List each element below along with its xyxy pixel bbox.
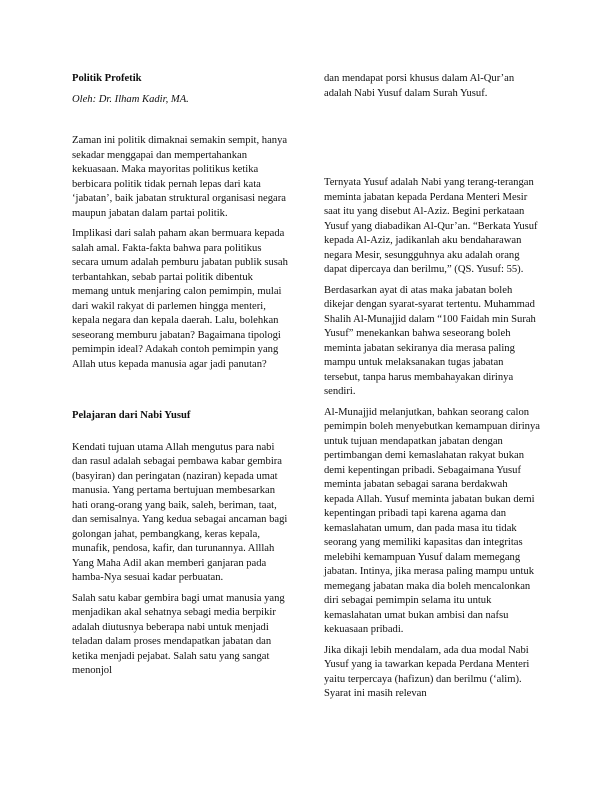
paragraph: dan mendapat porsi khusus dalam Al-Qur’an adalah Nabi Yusuf dalam Surah Yusuf. — [324, 73, 515, 99]
paragraph: Jika dikaji lebih mendalam, ada dua modal Nabi Yusuf yang ia tawarkan kepada Perdana Menteri yaitu terpercaya (hafizun) dan berilmu (‘alim). Syarat ini masih relevan — [324, 644, 530, 699]
paragraph: Al-Munajjid melanjutkan, bahkan seorang calon pemimpin boleh menyebutkan kemampuan dirinya untuk tujuan mendapatkan jabatan dengan pertimbangan demi kemaslahatan rakyat bukan demi kepentingan pribadi. Sebagaimana Yusuf meminta jabatan sebagai sarana berdakwah kepada Allah. Yusuf meminta jabatan bukan demi kepentingan pribadi tapi karena agama dan kemaslahatan umum, dan pada masa itu tidak seorang yang memiliki kapasitas dan integritas melebihi kemampuan Yusuf dalam memegang jabatan. Intinya, jika merasa paling mampu untuk memegang jabatan maka dia boleh mencalonkan diri sebagai pemimpin selama itu untuk kemaslahatan umat bukan ambisi dan nafsu kekuasaan pribadi. — [324, 406, 540, 635]
paragraph: Zaman ini politik dimaknai semakin sempit, hanya sekadar menggapai dan mempertahankan kekuasaan. Maka mayoritas politikus ketika berbicara politik tidak pernah lepas dari kata ‘jabatan’, baik jabatan struktural organisasi negara maupun jabatan dalam partai politik. — [72, 135, 288, 219]
paragraph: Salah satu kabar gembira bagi umat manusia yang menjadikan akal sehatnya sebagi media berpikir adalah diutusnya beberapa nabi untuk menjadi teladan dalam proses mendapatkan jabatan dan ketika menjadi pejabat. Salah satu yang sangat menonjol — [72, 592, 285, 676]
article-title: Politik Profetik — [72, 73, 142, 84]
paragraph: Berdasarkan ayat di atas maka jabatan boleh dikejar dengan syarat-syarat tertentu. Muhammad Shalih Al-Munajjid dalam “100 Faidah min Surah Yusuf” menekankan bahwa seseorang boleh meminta jabatan sekiranya dia merasa paling mampu untuk melaksanakan tugas jabatan tersebut, tanpa harus membahayakan dirinya sendiri. — [324, 284, 536, 397]
paragraph: Kendati tujuan utama Allah mengutus para nabi dan rasul adalah sebagai pembawa kabar gembira (basyiran) dan peringatan (naziran) kepada umat manusia. Yang pertama bertujuan membesarkan hati orang-orang yang baik, saleh, beriman, taat, dan semisalnya. Yang kedua sebagai ancaman bagi golongan jahat, pembangkang, keras kepala, munafik, pendosa, kafir, dan turunannya. Alllah Yang Maha Adil akan memberi ganjaran pada hamba-Nya sesuai kadar perbuatan. — [72, 441, 288, 583]
paragraph: Implikasi dari salah paham akan bermuara kepada salah amal. Fakta-fakta bahwa para politikus secara umum adalah pemburu jabatan publik susah terbantahkan, sebab partai politik dibentuk memang untuk menjaring calon pemimpin, mulai dari wakil rakyat di parlemen hingga menteri, kepala negara dan kepala daerah. Lalu, bolehkan seseorang memburu jabatan? Bagaimana tipologi pemimpin ideal? Adakah contoh pemimpin yang Allah utus kepada manusia agar jadi panutan? — [72, 228, 288, 370]
left-column — [72, 72, 288, 679]
section-heading: Pelajaran dari Nabi Yusuf — [72, 410, 191, 421]
article-author: Oleh: Dr. Ilham Kadir, MA. — [72, 93, 189, 105]
right-column — [324, 72, 540, 702]
paragraph: Ternyata Yusuf adalah Nabi yang terang-terangan meminta jabatan kepada Perdana Menteri Mesir saat itu yang disebut Al-Aziz. Begini perkataan Yusuf yang diabadikan Al-Qur’an. “Berkata Yusuf kepada Al-Aziz, jadikanlah aku bendaharawan negara Mesir, sesungguhnya aku adalah orang dapat dipercaya dan berilmu,” (QS. Yusuf: 55). — [324, 177, 538, 275]
